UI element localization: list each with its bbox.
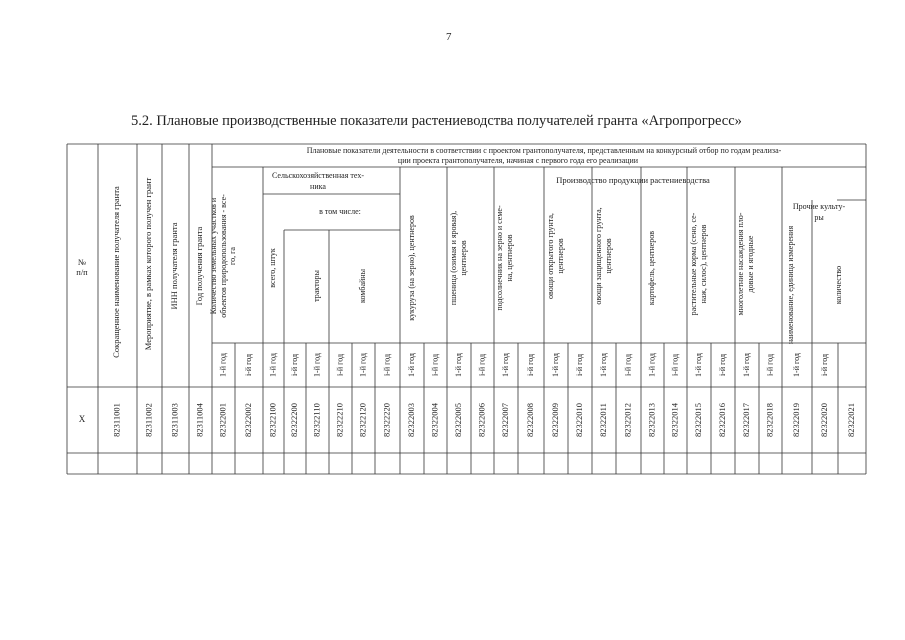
table-text: [76, 146, 856, 437]
year-label: 1-й год: [693, 353, 703, 377]
code-cell: 82322015: [692, 403, 703, 437]
machinery-label-1: Сельскохозяйственная тех-: [272, 170, 364, 180]
year-label: i-й год: [335, 353, 345, 377]
code-cell: 82322005: [452, 403, 463, 437]
year-label: 1-й год: [500, 353, 510, 377]
production-label: Производство продукции растениеводства: [556, 174, 710, 185]
code-cell: 82322020: [818, 403, 829, 437]
document-title: 5.2. Плановые производственные показатели растениеводства получателей гранта «Агропрогресс»: [131, 113, 742, 129]
wheat-label-2: центнеров: [458, 240, 468, 276]
year-label: i-й год: [525, 353, 535, 377]
year-label: i-й год: [717, 353, 727, 377]
year-label: 1-й год: [453, 353, 463, 377]
veg-open-label-1: овощи открытого грунта,: [545, 213, 555, 299]
year-label: i-й год: [243, 353, 253, 377]
veg-closed-label-1: овощи защищенного грунта,: [593, 207, 603, 305]
code-cell: 82322120: [357, 403, 368, 437]
code-cell: 82322220: [381, 403, 392, 437]
year-label: i-й год: [765, 353, 775, 377]
other-crops-label-2: ры: [814, 212, 824, 222]
code-cell: 82322014: [669, 403, 680, 437]
code-cell: 82311004: [194, 403, 205, 437]
col-year: Год получения гранта: [193, 226, 204, 306]
fodder-label-1: растительные корма (сено, се-: [688, 212, 698, 316]
year-label: 1-й год: [406, 353, 416, 377]
year-label: i-й год: [670, 353, 680, 377]
code-cell: 82322100: [267, 403, 278, 437]
code-cell: 82322010: [573, 403, 584, 437]
code-cell: 82322210: [334, 403, 345, 437]
fodder-label-2: наж, силос), центнеров: [698, 224, 708, 304]
potato-label: картофель, центнеров: [646, 230, 656, 306]
other-crops-label-1: Прочие культу-: [792, 201, 846, 211]
year-label: i-й год: [289, 353, 299, 377]
year-label: i-й год: [819, 353, 829, 377]
other-qty-label: количество: [833, 265, 843, 305]
code-cell: 82322018: [764, 403, 775, 437]
land-label-3: го, га: [227, 247, 237, 265]
year-label: 1-й год: [550, 353, 560, 377]
year-label: 1-й год: [647, 353, 657, 377]
perennial-label-2: довые и ягодные: [745, 235, 755, 293]
code-cell: 82322009: [549, 403, 560, 437]
code-cell: 82322006: [476, 403, 487, 437]
row-marker: X: [78, 414, 86, 425]
code-cell: 82322012: [622, 403, 633, 437]
code-cell: 82322200: [288, 403, 299, 437]
col-no-label-2: п/п: [76, 266, 88, 277]
veg-closed-label-2: центнеров: [603, 238, 613, 274]
code-cell: 82322001: [217, 403, 228, 437]
code-cell: 82322003: [405, 403, 416, 437]
col-no-label: №: [77, 256, 87, 267]
code-cell: 82322019: [790, 403, 801, 437]
machinery-label-2: ника: [310, 181, 326, 191]
code-cell: 82322017: [740, 403, 751, 437]
machinery-incl: в том числе:: [319, 206, 361, 216]
tractors-label: тракторы: [311, 270, 321, 302]
code-cell: 82322002: [242, 403, 253, 437]
col-short-name: Сокращенное наименование получателя гранта: [110, 186, 121, 358]
sunflower-label-2: на, центнеров: [504, 234, 514, 282]
year-label: i-й год: [382, 353, 392, 377]
code-cell: 82322016: [716, 403, 727, 437]
code-cell: 82322110: [311, 403, 322, 437]
year-label: 1-й год: [218, 353, 228, 377]
land-label-2: объектов природопользования - все-: [218, 194, 228, 318]
year-label: 1-й год: [312, 353, 322, 377]
year-label: i-й год: [477, 353, 487, 377]
year-label: i-й год: [623, 353, 633, 377]
year-label: 1-й год: [791, 353, 801, 377]
page-number: 7: [446, 31, 452, 43]
code-cell: 82322021: [845, 403, 856, 437]
plan-header-line-2: ции проекта грантополучателя, начиная с первого года его реализации: [397, 155, 639, 165]
year-label: 1-й год: [358, 353, 368, 377]
code-cell: 82322013: [646, 403, 657, 437]
year-label: 1-й год: [268, 353, 278, 377]
other-name-label: наименование, единица измерения: [785, 225, 795, 345]
col-inn: ИНН получателя гранта: [168, 222, 179, 310]
year-label: i-й год: [574, 353, 584, 377]
year-label: 1-й год: [741, 353, 751, 377]
code-cell: 82322011: [597, 403, 608, 437]
wheat-label-1: пшеница (озимая и яровая),: [448, 210, 458, 306]
code-cell: 82311001: [111, 403, 122, 437]
code-cell: 82322004: [429, 403, 440, 437]
col-event: Мероприятие, в рамках которого получен грант: [142, 177, 153, 351]
veg-open-label-2: центнеров: [555, 238, 565, 274]
combines-label: комбайны: [357, 269, 367, 303]
land-label-1: Количество земельных участков и: [208, 197, 218, 315]
year-label: i-й год: [430, 353, 440, 377]
plan-header-line-1: Плановые показатели деятельности в соответствии с проектом грантополучателя, представленным на конкурсный отбор по годам реализа-: [306, 145, 782, 155]
sunflower-label-1: подсолнечник на зерно и семе-: [494, 205, 504, 311]
code-cell: 82322007: [499, 403, 510, 437]
code-cell: 82322008: [524, 403, 535, 437]
machinery-total: всего, штук: [267, 248, 277, 288]
corn-label: кукуруза (на зерно), центнеров: [406, 215, 416, 321]
year-label: 1-й год: [598, 353, 608, 377]
perennial-label-1: многолетние насаждения пло-: [735, 212, 745, 316]
code-cell: 82311002: [143, 403, 154, 437]
code-cell: 82311003: [169, 403, 180, 437]
